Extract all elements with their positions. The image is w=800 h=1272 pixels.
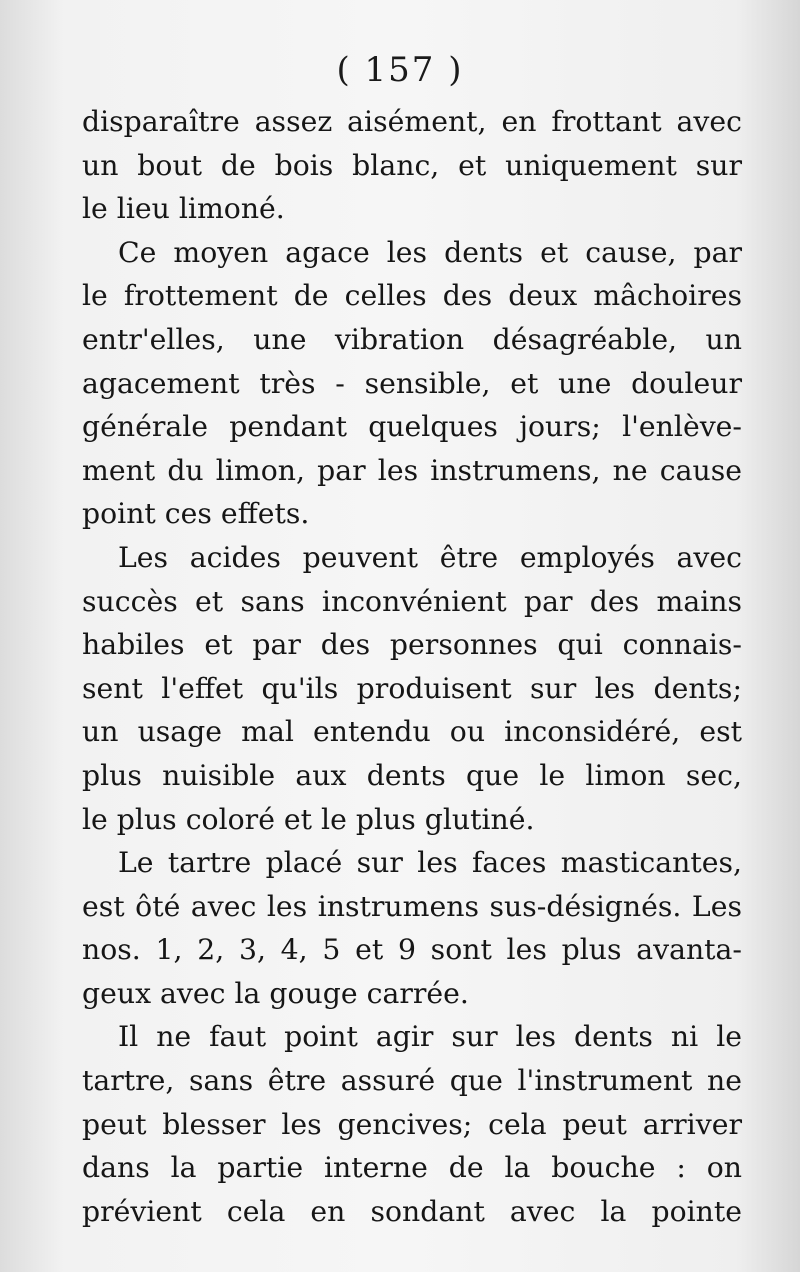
text-line: Ce moyen agace les dents et cause, par <box>118 235 742 269</box>
text-line: entr'elles, une vibration désagréable, un <box>82 322 742 356</box>
text-line: un bout de bois blanc, et uniquement sur <box>82 148 742 182</box>
text-line: ment du limon, par les instrumens, ne cause <box>82 453 742 487</box>
text-line: Il ne faut point agir sur les dents ni le <box>118 1020 742 1054</box>
text-line: sent l'effet qu'ils produisent sur les dents; <box>82 671 742 705</box>
text-line: tartre, sans être assuré que l'instrument ne <box>82 1064 742 1098</box>
text-line: peut blesser les gencives; cela peut arriver <box>82 1107 742 1141</box>
text-line: un usage mal entendu ou inconsidéré, est <box>82 715 742 749</box>
page-body-text <box>82 100 742 1233</box>
text-line: le frottement de celles des deux mâchoires <box>82 279 742 313</box>
text-line: est ôté avec les instrumens sus-désignés. Les <box>82 889 742 923</box>
text-line: Le tartre placé sur les faces masticantes, <box>118 846 742 880</box>
text-line: disparaître assez aisément, en frottant avec <box>82 105 742 138</box>
text-line: nos. 1, 2, 3, 4, 5 et 9 sont les plus avanta- <box>82 933 742 967</box>
text-line: succès et sans inconvénient par des mains <box>82 584 742 618</box>
text-line: point ces effets. <box>82 497 310 531</box>
text-line: habiles et par des personnes qui connais- <box>82 628 742 662</box>
text-line: Les acides peuvent être employés avec <box>118 540 742 574</box>
text-line: le plus coloré et le plus glutiné. <box>82 802 535 836</box>
text-line: dans la partie interne de la bouche : on <box>82 1151 742 1185</box>
text-line: prévient cela en sondant avec la pointe <box>82 1194 742 1228</box>
text-line: geux avec la gouge carrée. <box>82 976 469 1010</box>
text-line: agacement très - sensible, et une douleur <box>82 366 742 400</box>
text-line: générale pendant quelques jours; l'enlève- <box>82 410 742 444</box>
text-line: le lieu limoné. <box>82 192 285 226</box>
page-number: ( 157 ) <box>336 50 464 90</box>
text-line: plus nuisible aux dents que le limon sec, <box>82 758 742 792</box>
